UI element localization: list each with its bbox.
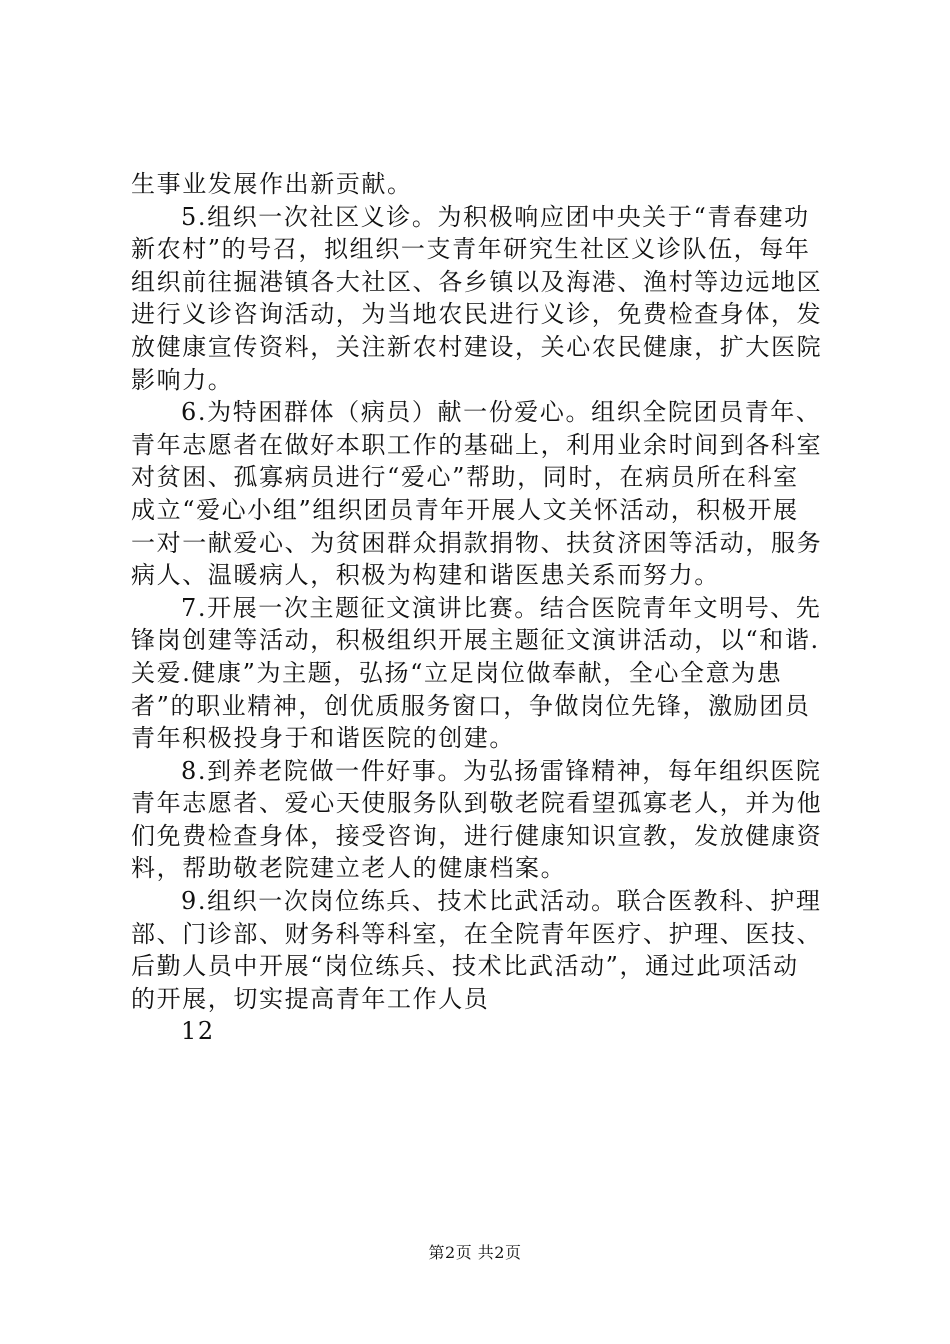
page-fragment-number: 12: [181, 1017, 215, 1046]
text-line: 一对一献爱心、为贫困群众捐款捐物、扶贫济困等活动，服务: [131, 528, 823, 557]
text-line: 生事业发展作出新贡献。: [131, 170, 413, 198]
paragraph-7-heading-line: 7.开展一次主题征文演讲比赛。结合医院青年文明号、先: [181, 593, 822, 622]
text-line: 组织前往掘港镇各大社区、各乡镇以及海港、渔村等边远地区: [131, 267, 823, 296]
text-line: 对贫困、孤寡病员进行“爱心”帮助，同时，在病员所在科室: [131, 463, 799, 492]
text-line: 成立“爱心小组”组织团员青年开展人文关怀活动，积极开展: [131, 495, 799, 524]
text-line: 青年积极投身于和谐医院的创建。: [131, 724, 515, 753]
text-line: 者”的职业精神，创优质服务窗口，争做岗位先锋，激励团员: [131, 691, 811, 720]
document-body: [131, 168, 831, 1048]
paragraph-9-heading-line: 9.组织一次岗位练兵、技术比武活动。联合医教科、护理: [181, 887, 822, 916]
paragraph-5-heading-line: 5.组织一次社区义诊。为积极响应团中央关于“青春建功: [181, 202, 810, 231]
page-footer: 第2页 共2页: [428, 1243, 522, 1262]
text-line: 后勤人员中开展“岗位练兵、技术比武活动”，通过此项活动: [131, 952, 799, 981]
paragraph-8-heading-line: 8.到养老院做一件好事。为弘扬雷锋精神，每年组织医院: [181, 756, 822, 785]
text-line: 病人、温暖病人，积极为构建和谐医患关系而努力。: [131, 561, 720, 590]
text-line: 部、门诊部、财务科等科室，在全院青年医疗、护理、医技、: [131, 919, 823, 948]
text-line: 新农村”的号召，拟组织一支青年研究生社区义诊队伍，每年: [131, 235, 811, 264]
text-line: 放健康宣传资料，关注新农村建设，关心农民健康，扩大医院: [131, 332, 823, 361]
paragraph-6-heading-line: 6.为特困群体（病员）献一份爱心。组织全院团员青年、: [181, 398, 822, 427]
text-line: 进行义诊咨询活动，为当地农民进行义诊，免费检查身体，发: [131, 300, 823, 329]
text-line: 的开展，切实提高青年工作人员: [131, 984, 490, 1013]
text-line: 影响力。: [131, 365, 234, 394]
text-line: 关爱.健康”为主题，弘扬“立足岗位做奉献，全心全意为患: [131, 658, 783, 687]
text-line: 们免费检查身体，接受咨询，进行健康知识宣教，发放健康资: [131, 821, 823, 850]
text-line: 青年志愿者在做好本职工作的基础上，利用业余时间到各科室: [131, 430, 823, 459]
text-line: 锋岗创建等活动，积极组织开展主题征文演讲活动，以“和谐.: [131, 626, 820, 655]
text-line: 青年志愿者、爱心天使服务队到敬老院看望孤寡老人，并为他: [131, 789, 823, 818]
text-line: 料，帮助敬老院建立老人的健康档案。: [131, 854, 567, 883]
